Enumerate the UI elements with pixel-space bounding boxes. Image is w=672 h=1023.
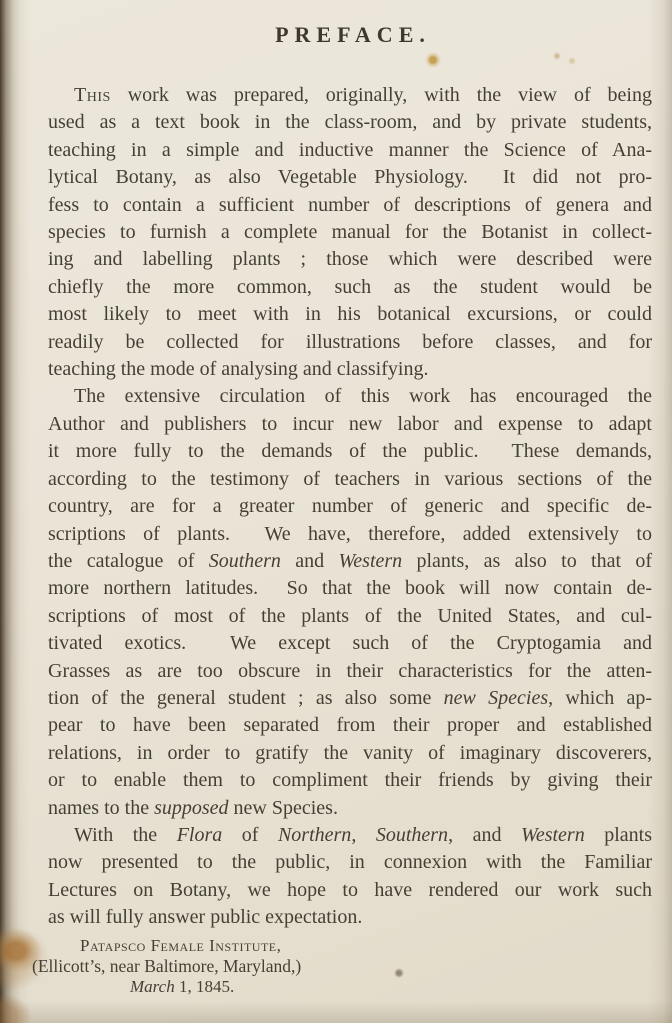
text-segment: scriptions of plants. We have, therefore, added extensively to: [48, 522, 652, 545]
text-line: [48, 603, 652, 630]
text-line: [48, 164, 652, 191]
text-segment: most likely to meet with in his botanical excursions, or could: [48, 303, 652, 326]
text-segment: and: [280, 549, 339, 572]
text-segment: 1, 1845.: [174, 976, 235, 996]
text-segment: ,: [351, 823, 376, 846]
text-line: [48, 466, 652, 493]
text-segment: Southern: [208, 549, 281, 572]
preface-body: [48, 82, 652, 932]
text-segment: chiefly the more common, such as the student would be: [48, 275, 652, 298]
text-segment: new Species.: [228, 796, 338, 819]
text-segment: pear to have been separated from their proper and established: [48, 714, 652, 737]
text-line: [48, 658, 652, 685]
text-segment: lytical Botany, as also Vegetable Physiology. It did not pro-: [48, 166, 652, 189]
text-segment: work was prepared, originally, with the view of being: [110, 84, 652, 106]
paragraph: [48, 822, 652, 932]
text-segment: scriptions of most of the plants of the United States, and cul-: [48, 604, 652, 627]
text-line: [48, 767, 652, 794]
text-segment: plants, as also to that of: [402, 549, 652, 572]
text-segment: Southern: [375, 823, 449, 846]
text-segment: according to the testimony of teachers in various sections of the: [48, 467, 652, 490]
text-segment: new Species: [443, 686, 549, 709]
text-line: [48, 329, 652, 356]
text-line: [48, 301, 652, 328]
text-segment: Western: [521, 823, 585, 846]
text-segment: plants: [584, 823, 653, 846]
page-title: PREFACE.: [275, 22, 431, 47]
text-line: [48, 411, 652, 438]
text-line: [48, 849, 652, 876]
text-line: [48, 109, 652, 136]
text-line: [48, 246, 652, 273]
text-segment: The extensive circulation of this work has encouraged the: [74, 385, 652, 408]
text-segment: March: [130, 976, 175, 996]
text-line: [32, 936, 652, 957]
text-line: [48, 356, 652, 383]
text-segment: as will fully answer public expectation.: [48, 906, 363, 929]
text-segment: Western: [338, 549, 403, 572]
text-segment: This: [74, 84, 111, 106]
text-segment: now presented to the public, in connexion with the Familiar: [48, 851, 652, 874]
text-line: [48, 438, 652, 465]
text-segment: names to the: [48, 796, 155, 819]
text-segment: country, are for a greater number of generic and specific de-: [48, 495, 652, 518]
text-line: [48, 685, 652, 712]
text-segment: Patapsco Female Institute,: [80, 935, 282, 955]
text-segment: Grasses as are too obscure in their characteristics for the atten-: [48, 659, 652, 682]
text-segment: Flora: [176, 823, 223, 846]
text-line: [48, 575, 652, 602]
text-segment: teaching the mode of analysing and classifying.: [48, 358, 429, 381]
text-line: [48, 493, 652, 520]
text-segment: the catalogue of: [48, 549, 209, 572]
text-segment: fess to contain a sufficient number of descriptions of genera and: [48, 193, 652, 216]
text-line: [48, 274, 652, 301]
text-segment: of: [222, 823, 278, 846]
text-segment: relations, in order to gratify the vanity of imaginary discoverers,: [48, 741, 652, 764]
signature-block: [32, 936, 652, 998]
text-segment: readily be collected for illustrations before classes, and for: [48, 330, 652, 353]
text-segment: , and: [448, 823, 521, 846]
text-segment: it more fully to the demands of the public. These demands,: [48, 440, 652, 463]
text-segment: Northern: [277, 823, 352, 846]
text-line: [48, 712, 652, 739]
text-line: [32, 956, 652, 977]
text-segment: With the: [74, 823, 177, 846]
text-line: [48, 521, 652, 548]
text-line: [32, 977, 652, 998]
paragraph: [48, 383, 652, 822]
text-segment: or to enable them to compliment their friends by giving their: [48, 769, 652, 792]
text-line: [48, 137, 652, 164]
text-line: [48, 192, 652, 219]
text-segment: ing and labelling plants ; those which were described were: [48, 248, 652, 271]
text-segment: tion of the general student ; as also some: [48, 686, 444, 709]
text-segment: species to furnish a complete manual for the Botanist in collect-: [48, 221, 652, 244]
text-line: [48, 219, 652, 246]
text-segment: , which ap-: [548, 686, 653, 709]
text-segment: Lectures on Botany, we hope to have rendered our work such: [48, 878, 652, 901]
text-line: [48, 904, 652, 931]
text-line: [48, 877, 652, 904]
text-segment: (Ellicott’s, near Baltimore, Maryland,): [32, 956, 302, 977]
text-segment: tivated exotics. We except such of the Cryptogamia and: [48, 632, 652, 655]
text-segment: supposed: [154, 796, 229, 819]
paragraph: [48, 82, 652, 383]
text-line: [48, 548, 652, 575]
text-line: [48, 795, 652, 822]
text-line: [48, 383, 652, 410]
text-segment: used as a text book in the class-room, and by private students,: [48, 111, 652, 134]
text-line: [48, 822, 652, 849]
text-line: [48, 82, 652, 109]
text-segment: teaching in a simple and inductive manner the Science of Ana-: [48, 138, 652, 161]
text-line: [48, 740, 652, 767]
text-segment: Author and publishers to incur new labor and expense to adapt: [48, 412, 652, 435]
text-line: [48, 630, 652, 657]
text-segment: more northern latitudes. So that the book will now contain de-: [48, 577, 652, 600]
